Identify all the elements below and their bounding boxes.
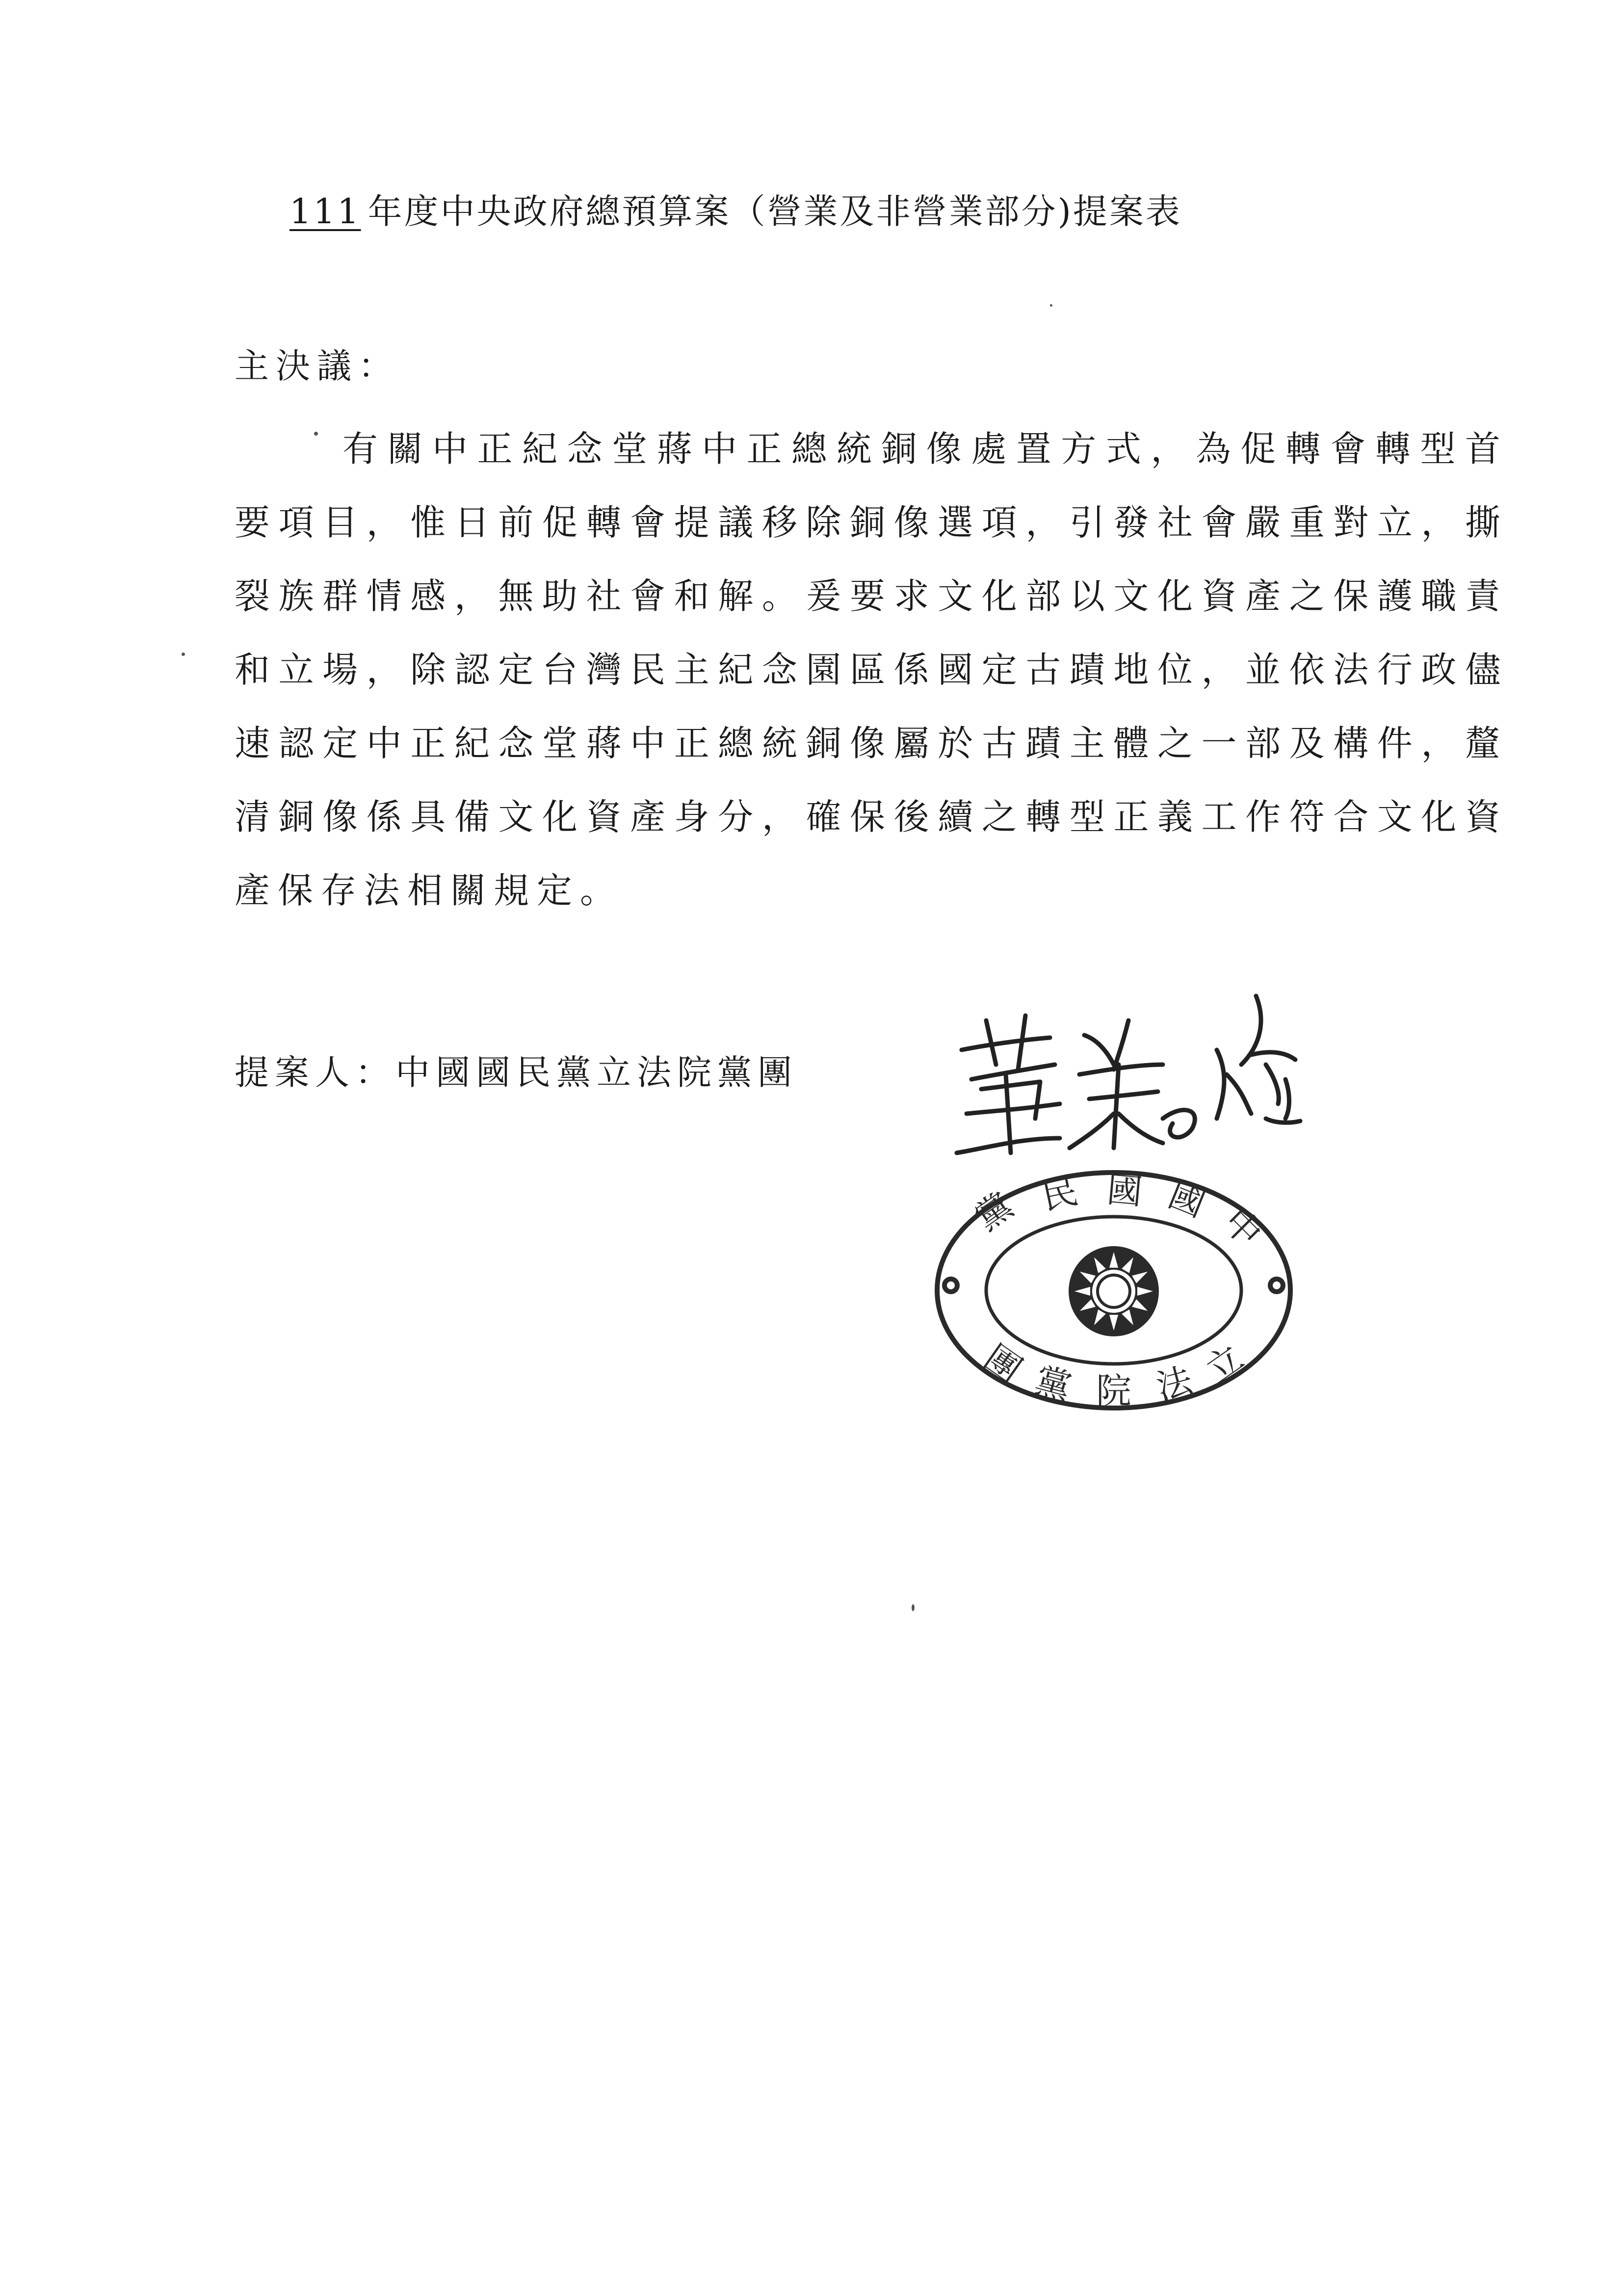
body-line: 有關中正紀念堂蔣中正總統銅像處置方式，為促轉會轉型首 <box>342 428 1505 470</box>
scan-speck <box>314 432 318 436</box>
title-year: 111 <box>289 191 361 232</box>
svg-text:黨: 黨 <box>1030 1359 1076 1409</box>
resolution-heading: 主決議： <box>235 346 399 386</box>
svg-text:院: 院 <box>1096 1370 1132 1411</box>
body-line: 要項目，惟日前促轉會提議移除銅像選項，引發社會嚴重對立，撕 <box>235 502 1505 543</box>
svg-text:黨: 黨 <box>968 1184 1021 1239</box>
svg-text:團: 團 <box>976 1336 1029 1391</box>
body-line: 和立場，除認定台灣民主紀念園區係國定古蹟地位，並依法行政儘 <box>235 649 1505 690</box>
svg-text:法: 法 <box>1152 1359 1197 1409</box>
scan-speck <box>1050 304 1052 307</box>
body-line: 裂族群情感，無助社會和解。爰要求文化部以文化資產之保護職責 <box>235 575 1505 617</box>
svg-text:民: 民 <box>1038 1170 1081 1218</box>
svg-text:立: 立 <box>1198 1336 1251 1391</box>
title-text: 年度中央政府總預算案（營業及非營業部分)提案表 <box>367 191 1182 232</box>
scan-speck <box>182 652 185 656</box>
svg-text:國: 國 <box>1163 1174 1211 1226</box>
party-seal <box>927 1163 1300 1418</box>
document-title <box>289 184 1182 234</box>
scan-speck <box>912 1604 915 1611</box>
body-line: 速認定中正紀念堂蔣中正總統銅像屬於古蹟主體之一部及構件，釐 <box>235 723 1505 764</box>
svg-text:國: 國 <box>1105 1169 1144 1213</box>
svg-text:中: 中 <box>1215 1200 1270 1255</box>
handwritten-signature <box>952 991 1305 1177</box>
body-line: 產保存法相關規定。 <box>235 870 624 911</box>
sun-emblem-icon <box>1069 1246 1159 1336</box>
resolution-body <box>235 412 1505 927</box>
proposer-line: 提案人：中國國民黨立法院黨團 <box>235 1052 798 1093</box>
body-line: 清銅像係具備文化資產身分，確保後續之轉型正義工作符合文化資 <box>235 796 1505 837</box>
